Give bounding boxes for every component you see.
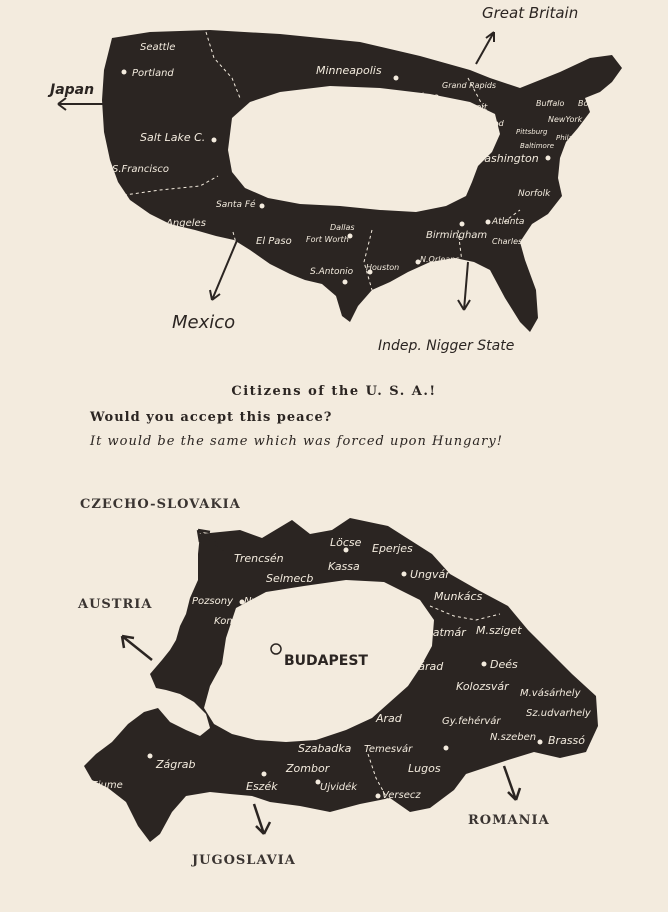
city-marosvasarhely: M.vásárhely xyxy=(520,688,581,699)
country-czechoslovakia: CZECHO-SLOVAKIA xyxy=(80,497,241,512)
city-szatmar: Szatmár xyxy=(420,626,466,639)
city-budapest: BUDAPEST xyxy=(284,653,368,669)
city-cleveland: Cleveland xyxy=(464,119,504,128)
city-portland: Portland xyxy=(132,68,174,79)
city-ungvar: Ungvár xyxy=(410,568,450,581)
budapest-marker xyxy=(271,644,281,654)
city-arad: Arad xyxy=(376,712,402,725)
city-san-francisco: S.Francisco xyxy=(112,164,169,175)
city-seattle: Seattle xyxy=(140,42,176,53)
label-indep-state: Indep. Nigger State xyxy=(378,338,515,354)
city-santa-fe: Santa Fé xyxy=(216,200,256,210)
city-lugos: Lugos xyxy=(408,762,441,775)
usa-map xyxy=(0,0,668,370)
city-brasso: Brassó xyxy=(548,734,586,747)
city-new-york: NewYork xyxy=(548,115,583,124)
city-chicago: Chicago xyxy=(402,110,447,123)
city-birmingham: Birmingham xyxy=(426,230,488,241)
label-japan: Japan xyxy=(50,82,95,98)
city-trencsen: Trencsén xyxy=(234,552,284,565)
city-nyitra: Nyitra xyxy=(244,596,275,607)
city-eperjes: Eperjes xyxy=(372,542,413,555)
city-nagyvarad: N.várad xyxy=(400,660,444,673)
city-szabadka: Szabadka xyxy=(298,742,352,755)
city-locse: Löcse xyxy=(330,536,362,549)
city-milwaukee: Milwaukee xyxy=(386,92,439,103)
city-maramaros: M.sziget xyxy=(476,624,522,637)
label-great-britain: Great Britain xyxy=(482,4,579,22)
hungary-map xyxy=(0,490,668,910)
caption-subtitle: It would be the same which was forced upon Hungary! xyxy=(90,434,503,449)
city-kolozsvar: Kolozsvár xyxy=(456,680,509,693)
city-nagyszeben: N.szeben xyxy=(490,732,537,743)
caption-title: Citizens of the U. S. A.! xyxy=(231,384,437,399)
city-philadelphia: Philadelphia xyxy=(556,134,599,142)
city-detroit: Detroit xyxy=(456,103,488,113)
city-houston: Houston xyxy=(366,263,400,272)
city-dees: Deés xyxy=(490,658,518,671)
city-dallas: Dallas xyxy=(330,223,355,232)
city-grand-rapids: Grand Rapids xyxy=(442,81,497,90)
country-austria: AUSTRIA xyxy=(78,597,153,612)
city-kassa: Kassa xyxy=(328,560,360,573)
city-buffalo: Buffalo xyxy=(536,99,565,108)
caption-question: Would you accept this peace? xyxy=(90,410,333,425)
city-gyulafehervar: Gy.fehérvár xyxy=(442,716,501,727)
city-el-paso: El Paso xyxy=(256,236,292,247)
city-new-orleans: N.Orleans xyxy=(420,255,460,264)
city-szekelyudvarhely: Sz.udvarhely xyxy=(526,708,591,719)
city-washington: Washington xyxy=(474,152,539,165)
city-temesvar: Temesvár xyxy=(364,744,413,755)
city-atlanta: Atlanta xyxy=(492,217,525,227)
city-charleston: Charleston xyxy=(492,237,536,246)
city-selmecb: Selmecb xyxy=(266,572,314,585)
city-baltimore: Baltimore xyxy=(520,142,555,150)
city-boston: Boston xyxy=(578,99,606,108)
city-san-antonio: S.Antonio xyxy=(310,267,354,277)
city-pittsburg: Pittsburg xyxy=(516,128,548,136)
country-jugoslavia: JUGOSLAVIA xyxy=(192,853,296,868)
city-zombor: Zombor xyxy=(286,762,330,775)
city-ujvidek: Ujvidék xyxy=(320,782,358,793)
city-versecz: Versecz xyxy=(382,790,421,801)
city-pozsony: Pozsony xyxy=(192,596,233,607)
country-romania: ROMANIA xyxy=(468,813,550,828)
label-mexico: Mexico xyxy=(172,312,236,333)
city-minneapolis: Minneapolis xyxy=(316,64,382,77)
city-zagrab: Zágrab xyxy=(156,758,196,771)
city-munkacs: Munkács xyxy=(434,590,483,603)
city-fiume: Fiume xyxy=(92,780,123,791)
city-eszek: Eszék xyxy=(246,780,278,793)
city-los-angeles: Los Angeles xyxy=(146,218,206,229)
city-norfolk: Norfolk xyxy=(518,189,551,199)
city-komarom: Komárom xyxy=(214,616,263,627)
city-fort-worth: Fort Worth xyxy=(306,235,349,244)
city-salt-lake: Salt Lake C. xyxy=(140,131,206,144)
